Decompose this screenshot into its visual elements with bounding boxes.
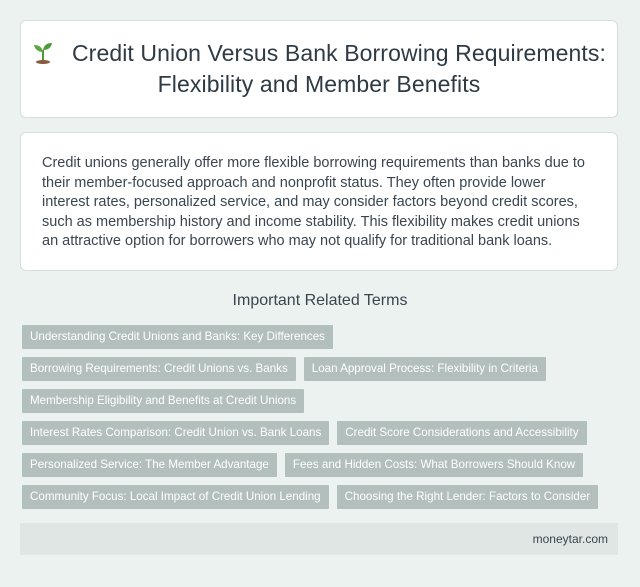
related-term-tag[interactable]: Credit Score Considerations and Accessibility	[337, 421, 586, 445]
tag-row	[22, 357, 622, 381]
site-link[interactable]: moneytar.com	[532, 532, 608, 546]
related-term-tag[interactable]: Choosing the Right Lender: Factors to Consider	[337, 485, 599, 509]
related-term-tag[interactable]: Interest Rates Comparison: Credit Union vs. Bank Loans	[22, 421, 329, 445]
tag-row	[22, 421, 622, 445]
seedling-icon	[32, 40, 54, 64]
related-term-tag[interactable]: Membership Eligibility and Benefits at Credit Unions	[22, 389, 304, 413]
tag-row	[22, 389, 622, 413]
description-text: Credit unions generally offer more flexible borrowing requirements than banks due to their member-focused approach and nonprofit status. They often provide lower interest rates, personalized service, and may consider factors beyond credit scores, such as membership history and income stability. This flexibility makes credit unions an attractive option for borrowers who may not qualify for traditional bank loans.	[42, 155, 585, 250]
related-term-tag[interactable]: Loan Approval Process: Flexibility in Criteria	[304, 357, 546, 381]
tag-row	[22, 453, 622, 477]
related-term-tag[interactable]: Fees and Hidden Costs: What Borrowers Should Know	[285, 453, 583, 477]
related-term-tag[interactable]: Understanding Credit Unions and Banks: Key Differences	[22, 325, 333, 349]
tag-row	[22, 325, 622, 349]
related-terms-heading: Important Related Terms	[232, 292, 408, 309]
title-card	[20, 20, 618, 118]
footer	[20, 523, 618, 555]
tag-row	[22, 485, 622, 509]
related-terms-list	[22, 325, 622, 517]
page-title-text: Credit Union Versus Bank Borrowing Requirements: Flexibility and Member Benefits	[71, 40, 607, 97]
description-card	[20, 132, 618, 271]
related-term-tag[interactable]: Personalized Service: The Member Advantage	[22, 453, 277, 477]
related-term-tag[interactable]: Borrowing Requirements: Credit Unions vs. Banks	[22, 357, 296, 381]
related-term-tag[interactable]: Community Focus: Local Impact of Credit Union Lending	[22, 485, 329, 509]
page-title	[21, 38, 617, 100]
